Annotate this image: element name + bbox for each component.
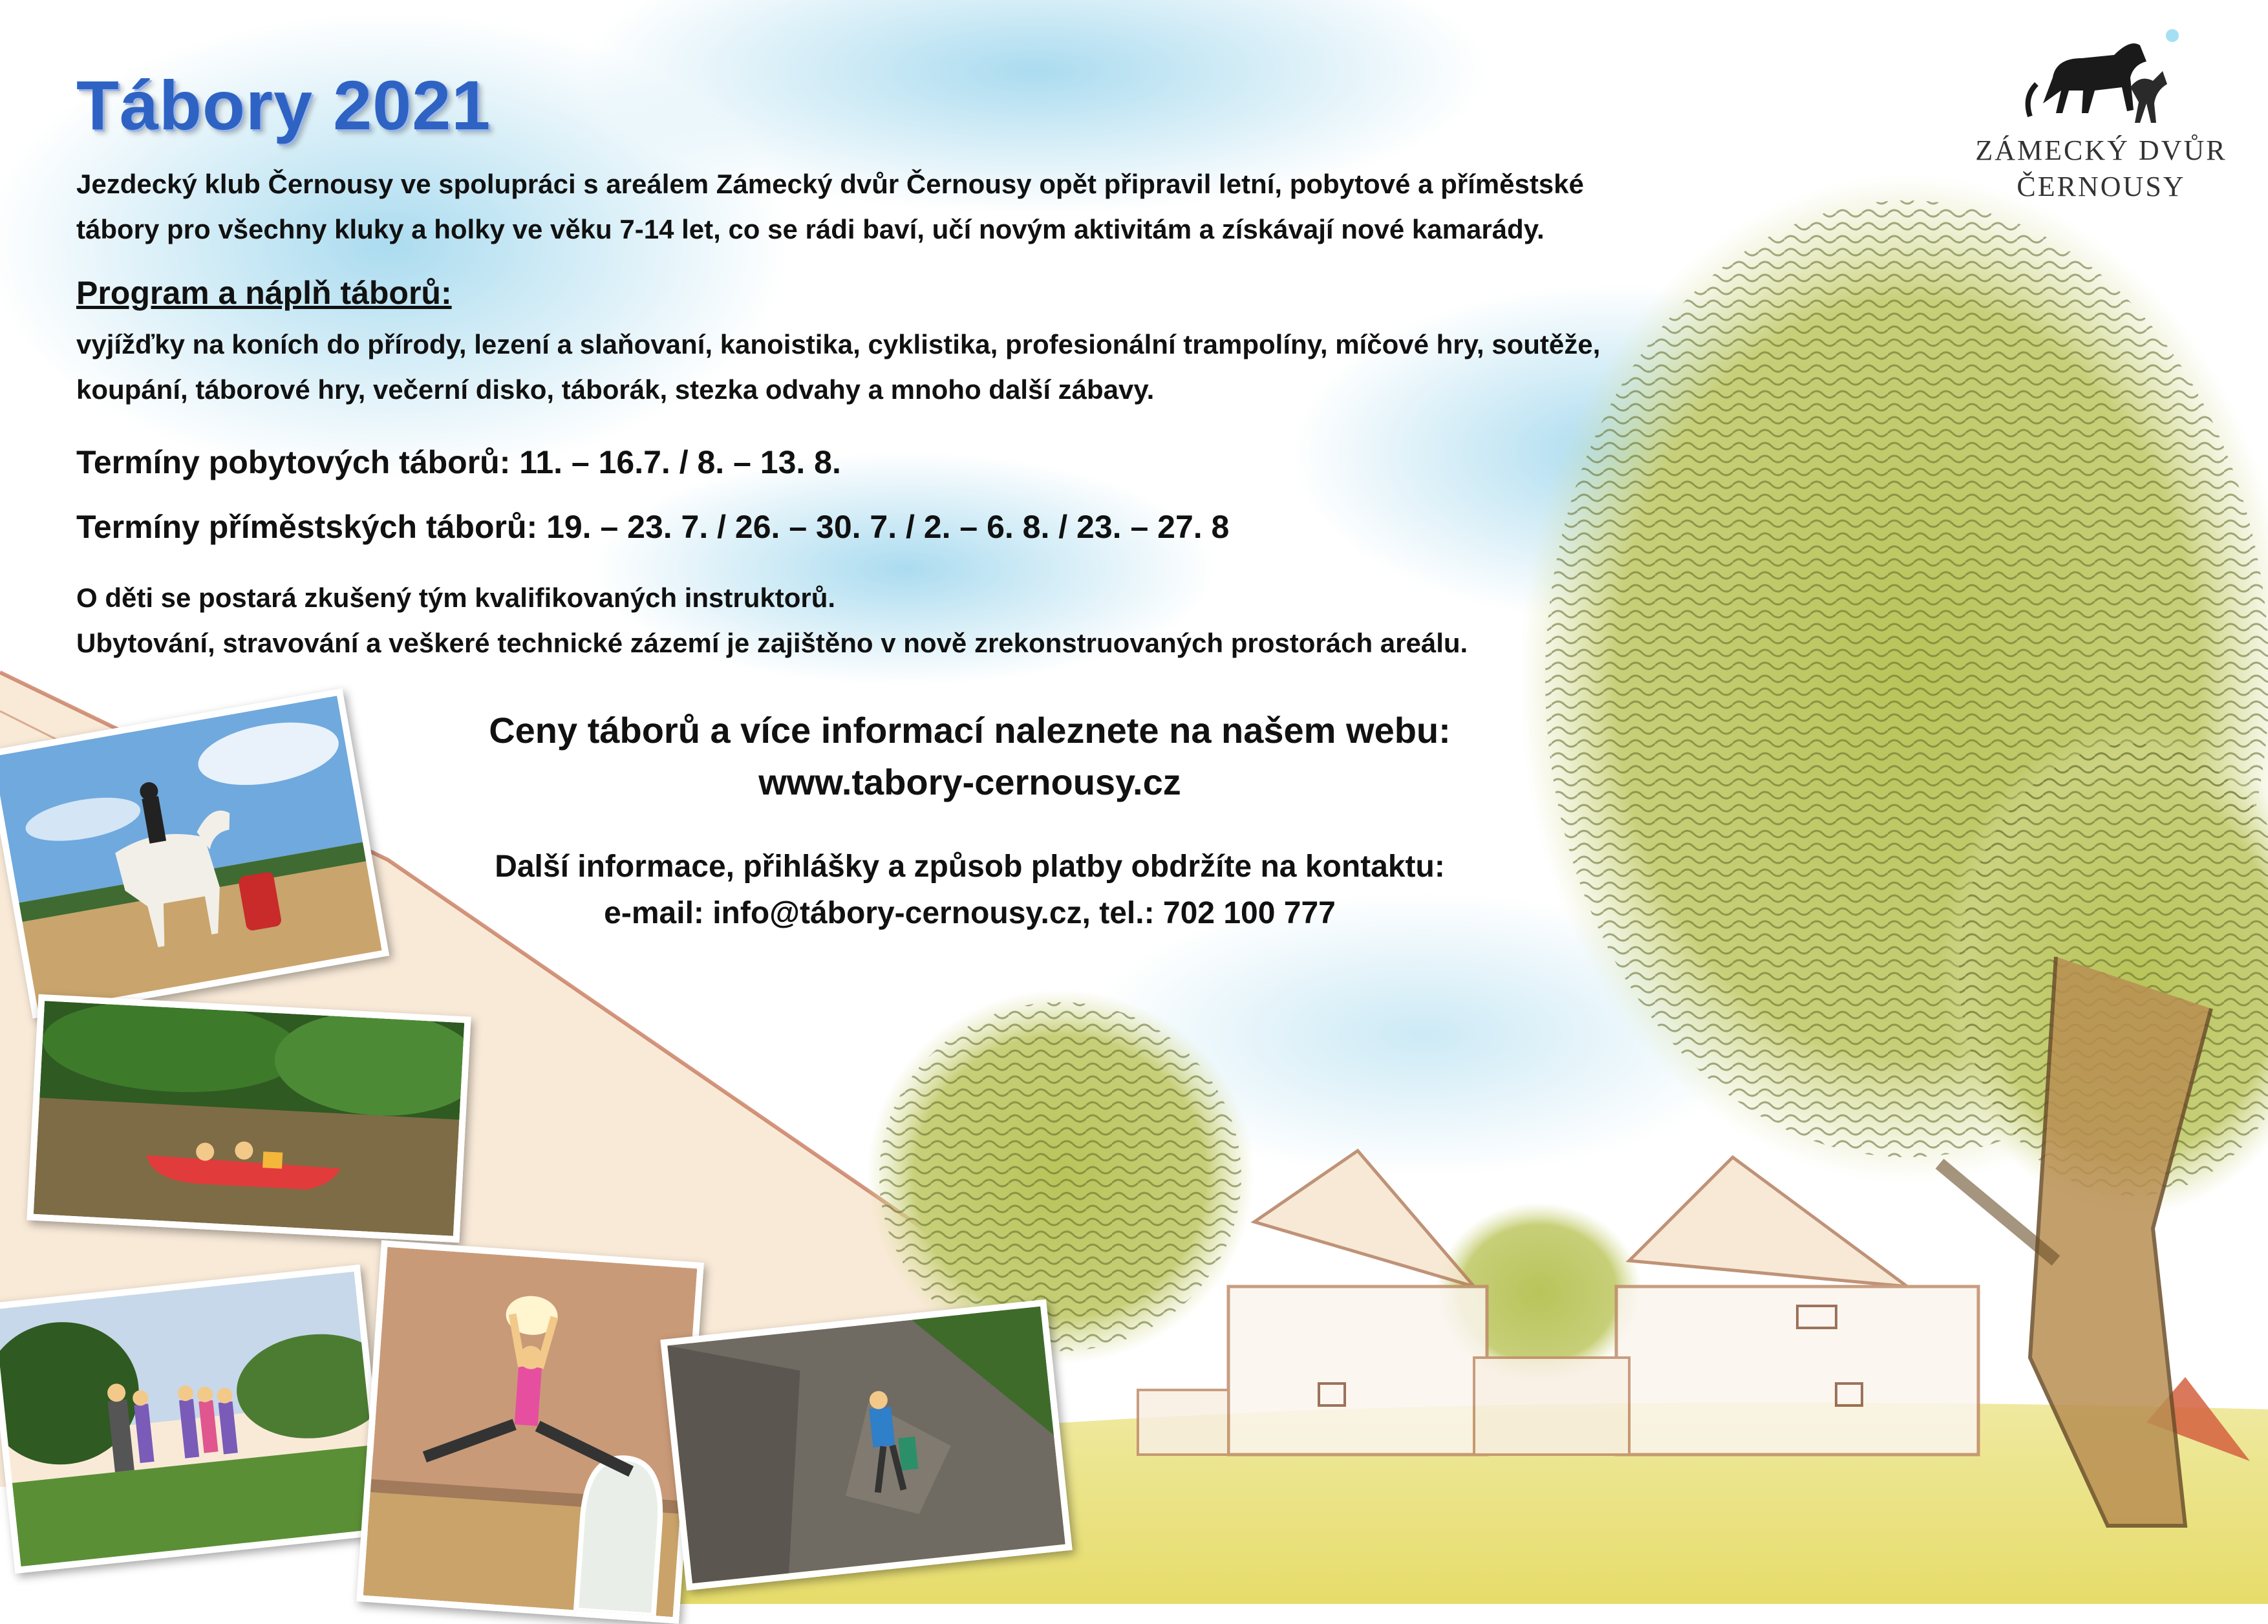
- intro-line-1: Jezdecký klub Černousy ve spolupráci s areálem Zámecký dvůr Černousy opět připravil letní, pobytové a příměstské: [76, 169, 1584, 199]
- care-line-1: O děti se postará zkušený tým kvalifikovaných instruktorů.: [76, 582, 836, 613]
- program-heading: Program a náplň táborů:: [76, 275, 452, 311]
- terms-primestske-label: Termíny příměstských táborů:: [76, 509, 538, 545]
- program-text: [76, 322, 1693, 412]
- program-line-2: koupání, táborové hry, večerní disko, táborák, stezka odvahy a mnoho další zábavy.: [76, 374, 1155, 405]
- rock-climbing-photo: [660, 1299, 1072, 1591]
- logo-line2: ČERNOUSY: [2017, 171, 2186, 202]
- contact-text: Další informace, přihlášky a způsob platby obdržíte na kontaktu:: [495, 849, 1445, 884]
- logo: [1959, 26, 2243, 205]
- horse-riding-photo: [0, 689, 389, 1019]
- rafting-photo: [27, 994, 471, 1243]
- terms-pobytove-dates: 11. – 16.7. / 8. – 13. 8.: [510, 444, 841, 480]
- terms-pobytove-label: Termíny pobytových táborů:: [76, 444, 511, 480]
- terms-primestske: [76, 504, 1229, 550]
- program-line-1: vyjížďky na koních do přírody, lezení a slaňovaní, kanoistika, cyklistika, profesionální trampolíny, míčové hry, soutěže,: [76, 329, 1601, 359]
- care-text: [76, 575, 1693, 666]
- logo-line1: ZÁMECKÝ DVŮR: [1975, 134, 2227, 166]
- website-link[interactable]: www.tabory-cernousy.cz: [758, 762, 1181, 802]
- group-exercise-photo: [0, 1265, 388, 1574]
- terms-pobytove: [76, 440, 841, 485]
- page-title: Tábory 2021: [76, 66, 491, 144]
- terms-primestske-dates: 19. – 23. 7. / 26. – 30. 7. / 2. – 6. 8. / 23. – 27. 8: [537, 509, 1230, 545]
- care-line-2: Ubytování, stravování a veškeré technické zázemí je zajištěno v nově zrekonstruovaných prostorách areálu.: [76, 628, 1468, 658]
- intro-text: [76, 162, 1693, 252]
- contact-details[interactable]: e-mail: info@tábory-cernousy.cz, tel.: 702 100 777: [604, 896, 1336, 930]
- prices-text: Ceny táborů a více informací naleznete na našem webu:: [489, 710, 1451, 751]
- intro-line-2: tábory pro všechny kluky a holky ve věku 7-14 let, co se rádi baví, učí novým aktivitám a získávají nové kamarády.: [76, 214, 1545, 244]
- prices-block: [388, 705, 1552, 808]
- horses-icon: [2017, 26, 2185, 129]
- contact-block: [388, 844, 1552, 937]
- trampoline-jump-photo: [356, 1240, 704, 1624]
